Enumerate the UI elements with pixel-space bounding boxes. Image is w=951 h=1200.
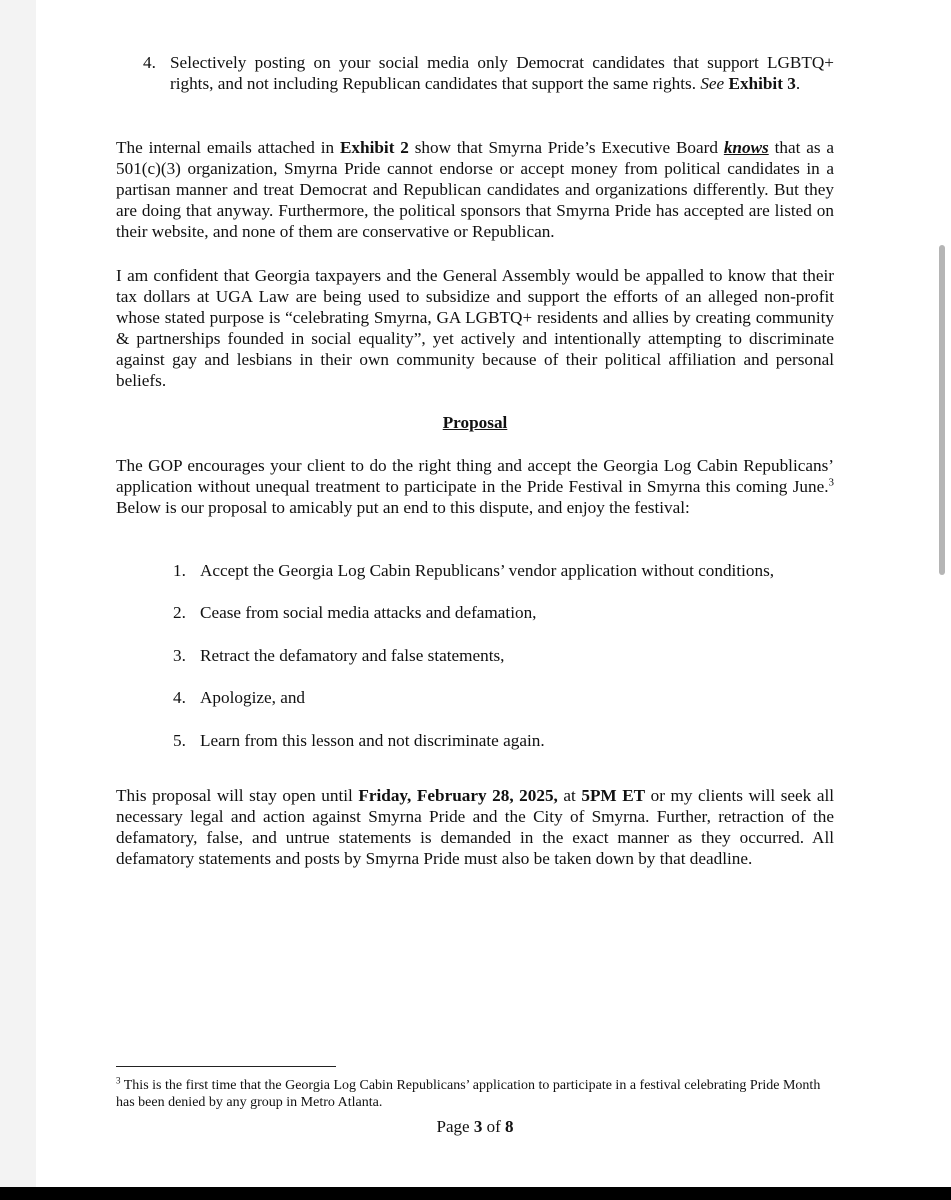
list-number: 2.	[173, 603, 186, 622]
paragraph-gop-encourages: The GOP encourages your client to do the right thing and accept the Georgia Log Cabin Republicans’ application without unequal treatment to participate in the Pride Festival in Smyrna this coming June.$^3$ Below is our proposal to amicably put an end to this dispute, and enjoy the festival:	[116, 456, 834, 517]
footnote-text: This is the first time that the Georgia Log Cabin Republicans’ application to participate in a festival celebrating Pride Month has been denied by any group in Metro Atlanta.	[116, 1078, 821, 1110]
see-word: See	[700, 74, 725, 93]
footnote	[116, 1077, 834, 1111]
list-number: 1.	[173, 561, 186, 580]
list-number: 3.	[173, 646, 186, 665]
list-item-text: Selectively posting on your social media only Democrat candidates that support LGBTQ+ rights, and not including Republican candidates that support the same rights. See Exhibit 3.	[170, 53, 834, 93]
deadline-time: 5PM ET	[581, 786, 646, 805]
current-page: 3	[473, 1117, 483, 1136]
list-item-text: Retract the defamatory and false statements,	[200, 646, 505, 665]
list-item-text: Learn from this lesson and not discriminate again.	[200, 731, 545, 750]
page-left-margin	[0, 0, 36, 1187]
list-number: 4.	[173, 688, 186, 707]
emphasis-knows: knows	[723, 138, 769, 157]
list-number: 5.	[173, 731, 186, 750]
document-page	[36, 0, 951, 1187]
list-item-text: Apologize, and	[200, 688, 306, 707]
footnote-divider	[116, 1066, 336, 1067]
paragraph-taxpayers: I am confident that Georgia taxpayers and the General Assembly would be appalled to know that their tax dollars at UGA Law are being used to subsidize and support the efforts of an alleged non-profit whose stated purpose is “celebrating Smyrna, GA LGBTQ+ residents and allies by creating community & partnerships founded in social equality”, yet actively and intentionally attempting to discriminate against gay and lesbians in their own community because of their political affiliation and personal beliefs.	[116, 266, 834, 390]
list-item-text: Accept the Georgia Log Cabin Republicans’ vendor application without conditions,	[200, 561, 775, 580]
footnote-number: 3	[116, 1075, 121, 1086]
page-number: Page 3 of 8	[436, 1117, 514, 1136]
exhibit-3-reference: Exhibit 3	[728, 74, 796, 93]
list-item-text: Cease from social media attacks and defamation,	[200, 603, 537, 622]
exhibit-2-reference: Exhibit 2	[339, 138, 409, 157]
paragraph-deadline: This proposal will stay open until Friday, February 28, 2025, at 5PM ET or my clients will seek all necessary legal and action against Smyrna Pride and the City of Smyrna. Further, retraction of the defamatory, false, and untrue statements is demanded in the exact manner as they occurred. All defamatory statements and posts by Smyrna Pride must also be taken down by that deadline.	[116, 786, 835, 868]
total-pages: 8	[504, 1117, 514, 1136]
viewer-bottom-edge	[0, 1187, 951, 1200]
footnote-marker: 3	[828, 476, 834, 489]
section-heading-proposal: Proposal	[442, 413, 508, 432]
list-number: 4.	[143, 53, 156, 72]
deadline-date: Friday, February 28, 2025,	[358, 786, 558, 805]
vertical-scrollbar[interactable]	[939, 245, 945, 575]
paragraph-internal-emails: The internal emails attached in Exhibit 2 show that Smyrna Pride’s Executive Board knows that as a 501(c)(3) organization, Smyrna Pride cannot endorse or accept money from political candidates in a partisan manner and treat Democrat and Republican candidates and organizations differently. But they are doing that anyway. Furthermore, the political sponsors that Smyrna Pride has accepted are listed on their website, and none of them are conservative or Republican.	[116, 138, 835, 241]
